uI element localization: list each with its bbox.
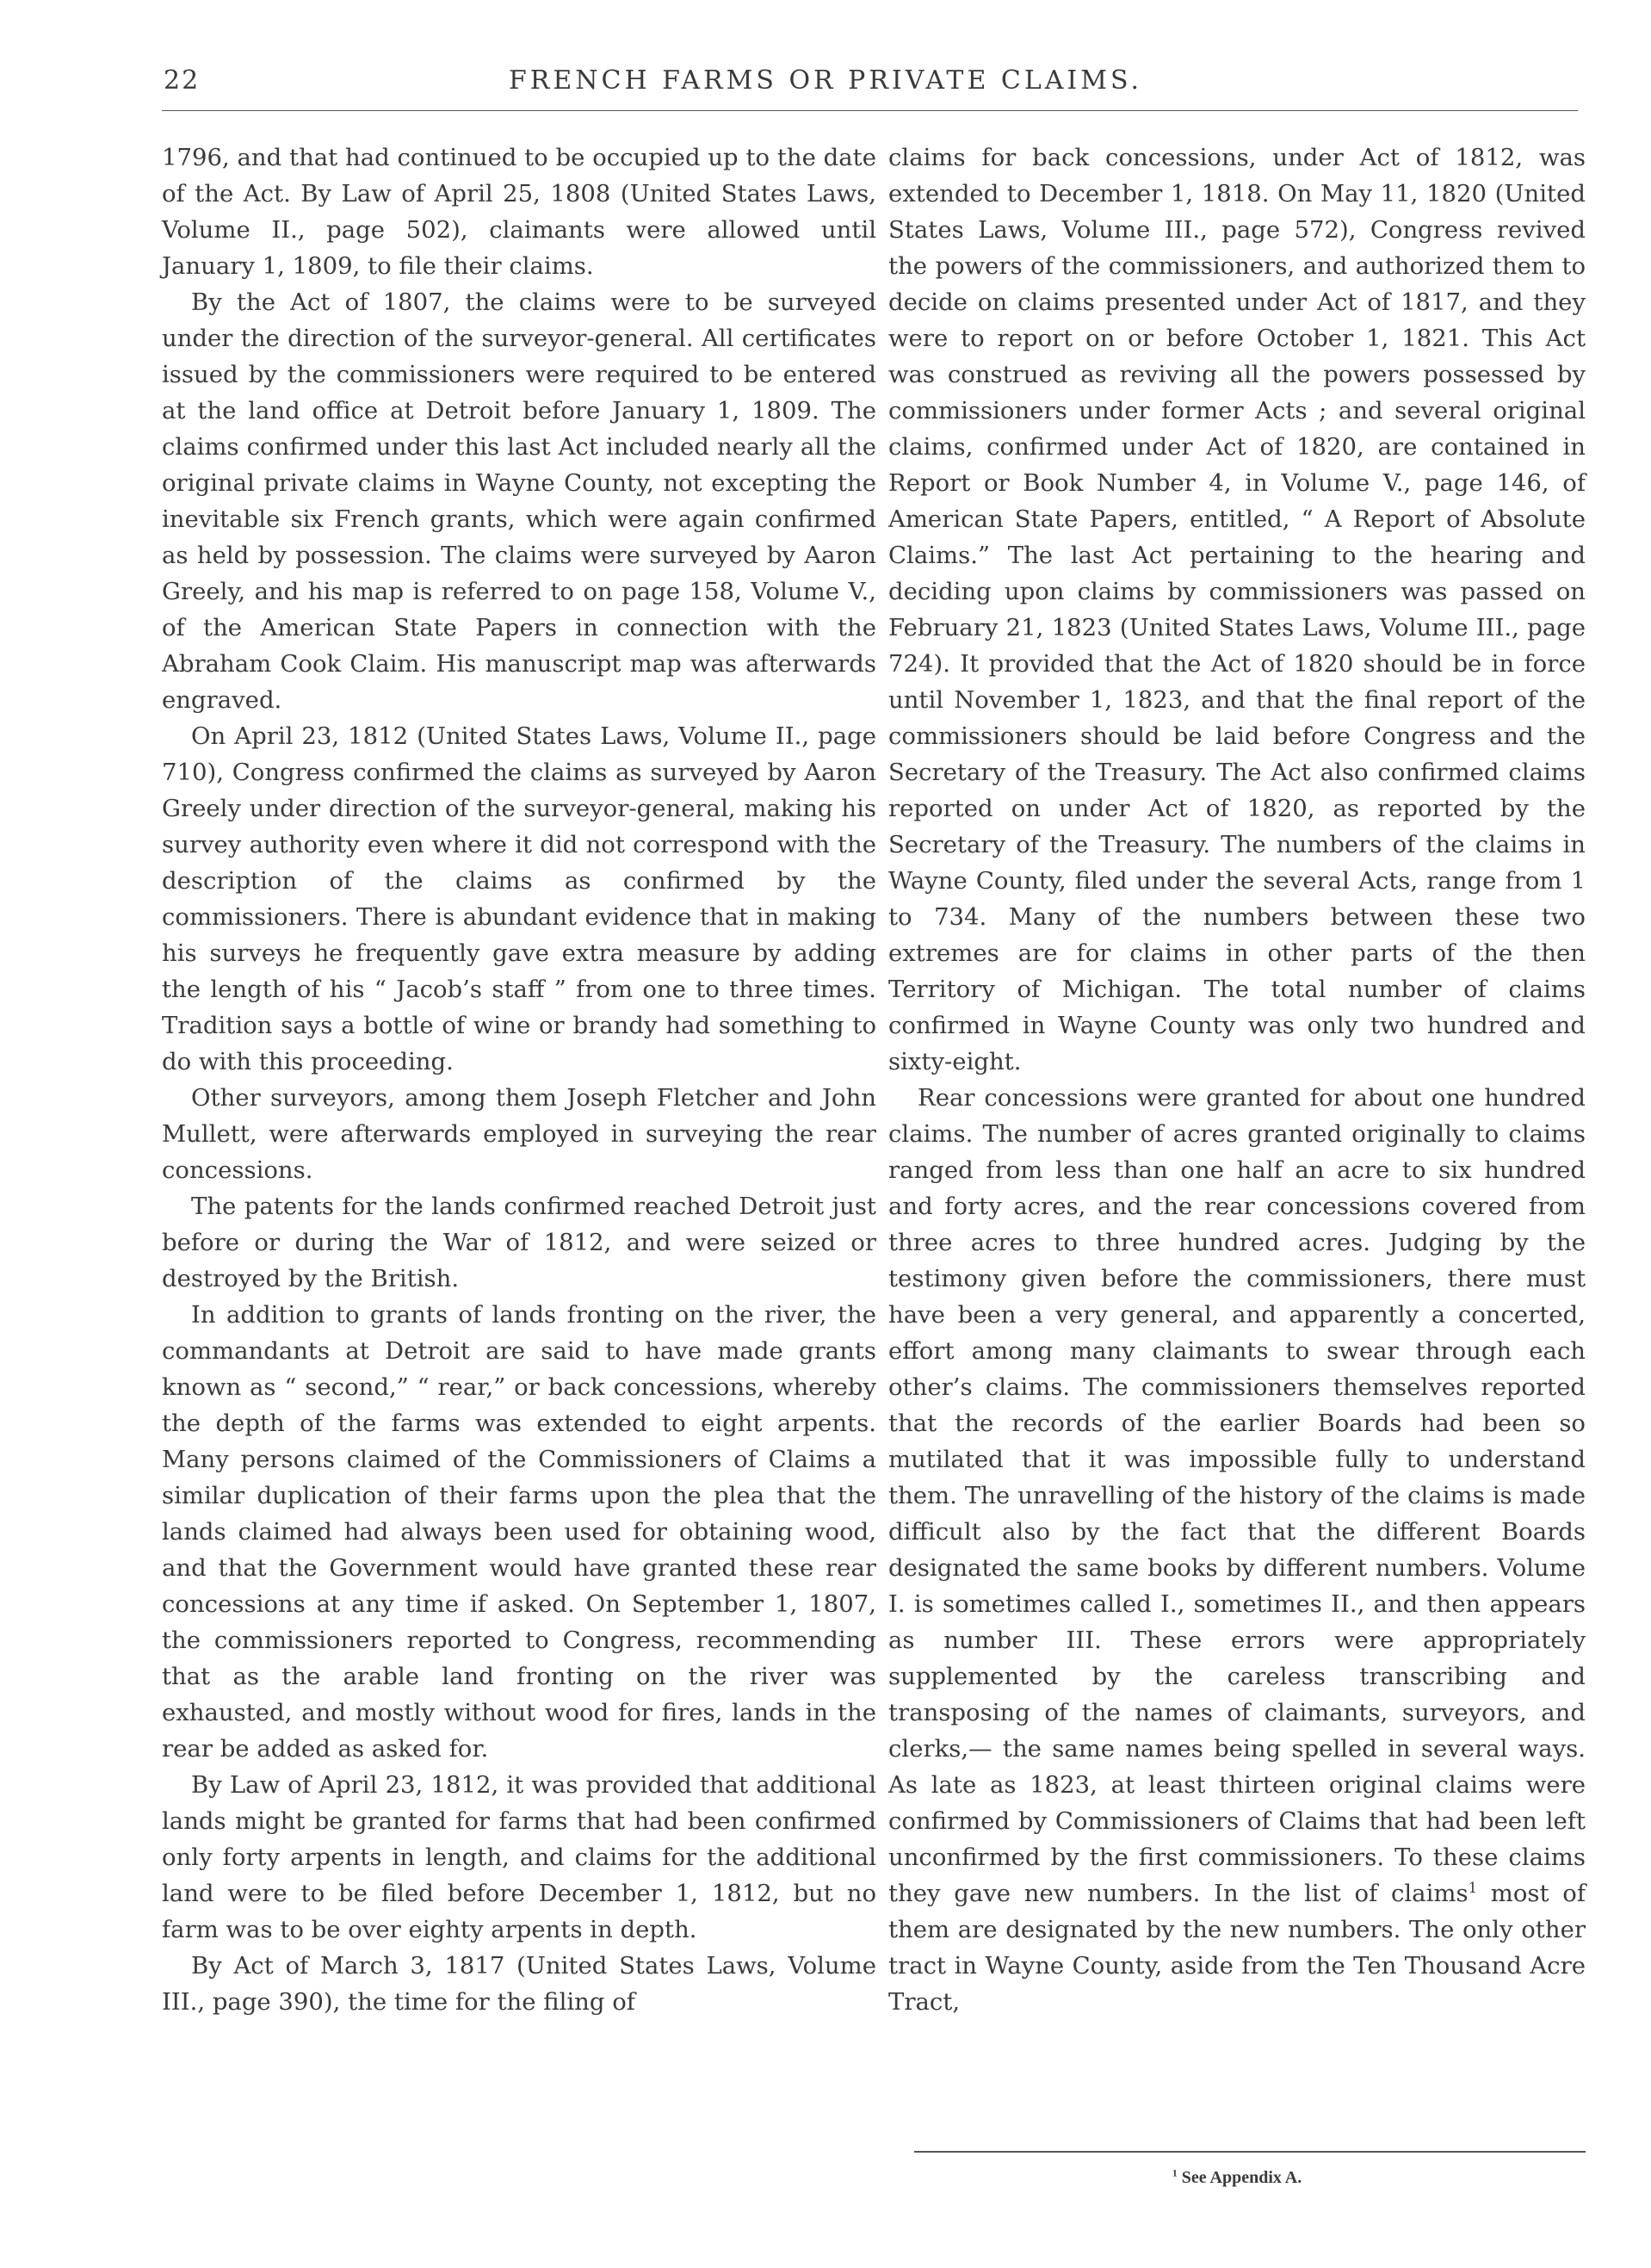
paragraph: By Law of April 23, 1812, it was provided that additional lands might be granted for farms that had been confirmed only forty arpents in length, and claims for the additional land were to be filed before December 1, 1812, but no farm was to be over eighty arpents in depth. [162,1771,876,1943]
paragraph: By the Act of 1807, the claims were to be surveyed under the direction of the surveyor-general. All certificates issued by the commissioners were required to be entered at the land office at Detroit before January 1, 1809. The claims confirmed under this last Act included nearly all the original private claims in Wayne County, not excepting the inevitable six French grants, which were again confirmed as held by possession. The claims were surveyed by Aaron Greely, and his map is referred to on page 158, Volume V., of the American State Papers in connection with the Abraham Cook Claim. His manuscript map was afterwards engraved. [162,288,876,714]
paragraph-text: Rear concessions were granted for about one hundred claims. The number of acres granted originally to claims ranged from less than one half an acre to six hundred and forty acres, and the rear concessions covered from three acres to three hundred acres. Judging by the testimony given before the commissioners, there must have been a very general, and apparently a concerted, effort among many claimants to swear through each other’s claims. The commissioners themselves reported that the records of the earlier Boards had been so mutilated that it was impossible fully to understand them. The unravelling of the history of the claims is made difficult also by the fact that the different Boards designated the same books by different numbers. Volume I. is sometimes called I., sometimes II., and then appears as number III. These errors were appropriately supplemented by the careless transcribing and transposing of the names of claimants, surveyors, and clerks,— the same names being spelled in several ways. As late as 1823, at least thirteen original claims were confirmed by Commissioners of Claims that had been left unconfirmed by the first commissioners. To these claims they gave new numbers. In the list of claims [888,1084,1586,1907]
footnote-number: 1 [1172,2166,1178,2179]
page-header [0,60,1651,112]
right-column [888,139,1586,2020]
header-rule [162,110,1578,111]
paragraph: In addition to grants of lands fronting on the river, the commandants at Detroit are said to have made grants known as “ second,” “ rear,” or back concessions, whereby the depth of the farms was extended to eight arpents. Many persons claimed of the Commissioners of Claims a similar duplication of their farms upon the plea that the lands claimed had always been used for obtaining wood, and that the Government would have granted these rear concessions at any time if asked. On September 1, 1807, the commissioners reported to Congress, recommending that as the arable land fronting on the river was exhausted, and mostly without wood for fires, lands in the rear be added as asked for. [162,1301,876,1763]
paragraph: By Act of March 3, 1817 (United States Laws, Volume III., page 390), the time for the filing of [162,1952,876,2016]
paragraph: The patents for the lands confirmed reached Detroit just before or during the War of 1812, and were seized or destroyed by the British. [162,1193,876,1292]
footnote-marker: 1 [1468,1879,1478,1896]
paragraph: Other surveyors, among them Joseph Fletcher and John Mullett, were afterwards employed in surveying the rear concessions. [162,1084,876,1184]
paragraph-with-footnote [888,1080,1586,2020]
footnote-rule [914,2151,1586,2153]
footnote-text: See Appendix A. [1181,2168,1302,2187]
page-number: 22 [164,65,201,96]
footnote [888,2168,1586,2188]
paragraph: 1796, and that had continued to be occupied up to the date of the Act. By Law of April 25, 1808 (United States Laws, Volume II., page 502), claimants were allowed until January 1, 1809, to file their claims. [162,144,876,280]
paragraph: claims for back concessions, under Act of 1812, was extended to December 1, 1818. On May 11, 1820 (United States Laws, Volume III., page 572), Congress revived the powers of the commissioners, and authorized them to decide on claims presented under Act of 1817, and they were to report on or before October 1, 1821. This Act was construed as reviving all the powers possessed by commissioners under former Acts ; and several original claims, confirmed under Act of 1820, are contained in Report or Book Number 4, in Volume V., page 146, of American State Papers, entitled, “ A Report of Absolute Claims.” The last Act pertaining to the hearing and deciding upon claims by commissioners was passed on February 21, 1823 (United States Laws, Volume III., page 724). It provided that the Act of 1820 should be in force until November 1, 1823, and that the final report of the commissioners should be laid before Congress and the Secretary of the Treasury. The Act also confirmed claims reported on under Act of 1820, as reported by the Secretary of the Treasury. The numbers of the claims in Wayne County, filed under the several Acts, range from 1 to 734. Many of the numbers between these two extremes are for claims in other parts of the then Territory of Michigan. The total number of claims confirmed in Wayne County was only two hundred and sixty-eight. [888,144,1586,1075]
paragraph: On April 23, 1812 (United States Laws, Volume II., page 710), Congress confirmed the claims as surveyed by Aaron Greely under direction of the surveyor-general, making his survey authority even where it did not correspond with the description of the claims as confirmed by the commissioners. There is abundant evidence that in making his surveys he frequently gave extra measure by adding the length of his “ Jacob’s staff ” from one to three times. Tradition says a bottle of wine or brandy had something to do with this proceeding. [162,722,876,1075]
paragraph-text-continued: most of them are designated by the new numbers. The only other tract in Wayne County, aside from the Ten Thousand Acre Tract, [888,1880,1586,2016]
running-head: FRENCH FARMS OR PRIVATE CLAIMS. [508,65,1143,96]
left-column [162,139,876,2020]
